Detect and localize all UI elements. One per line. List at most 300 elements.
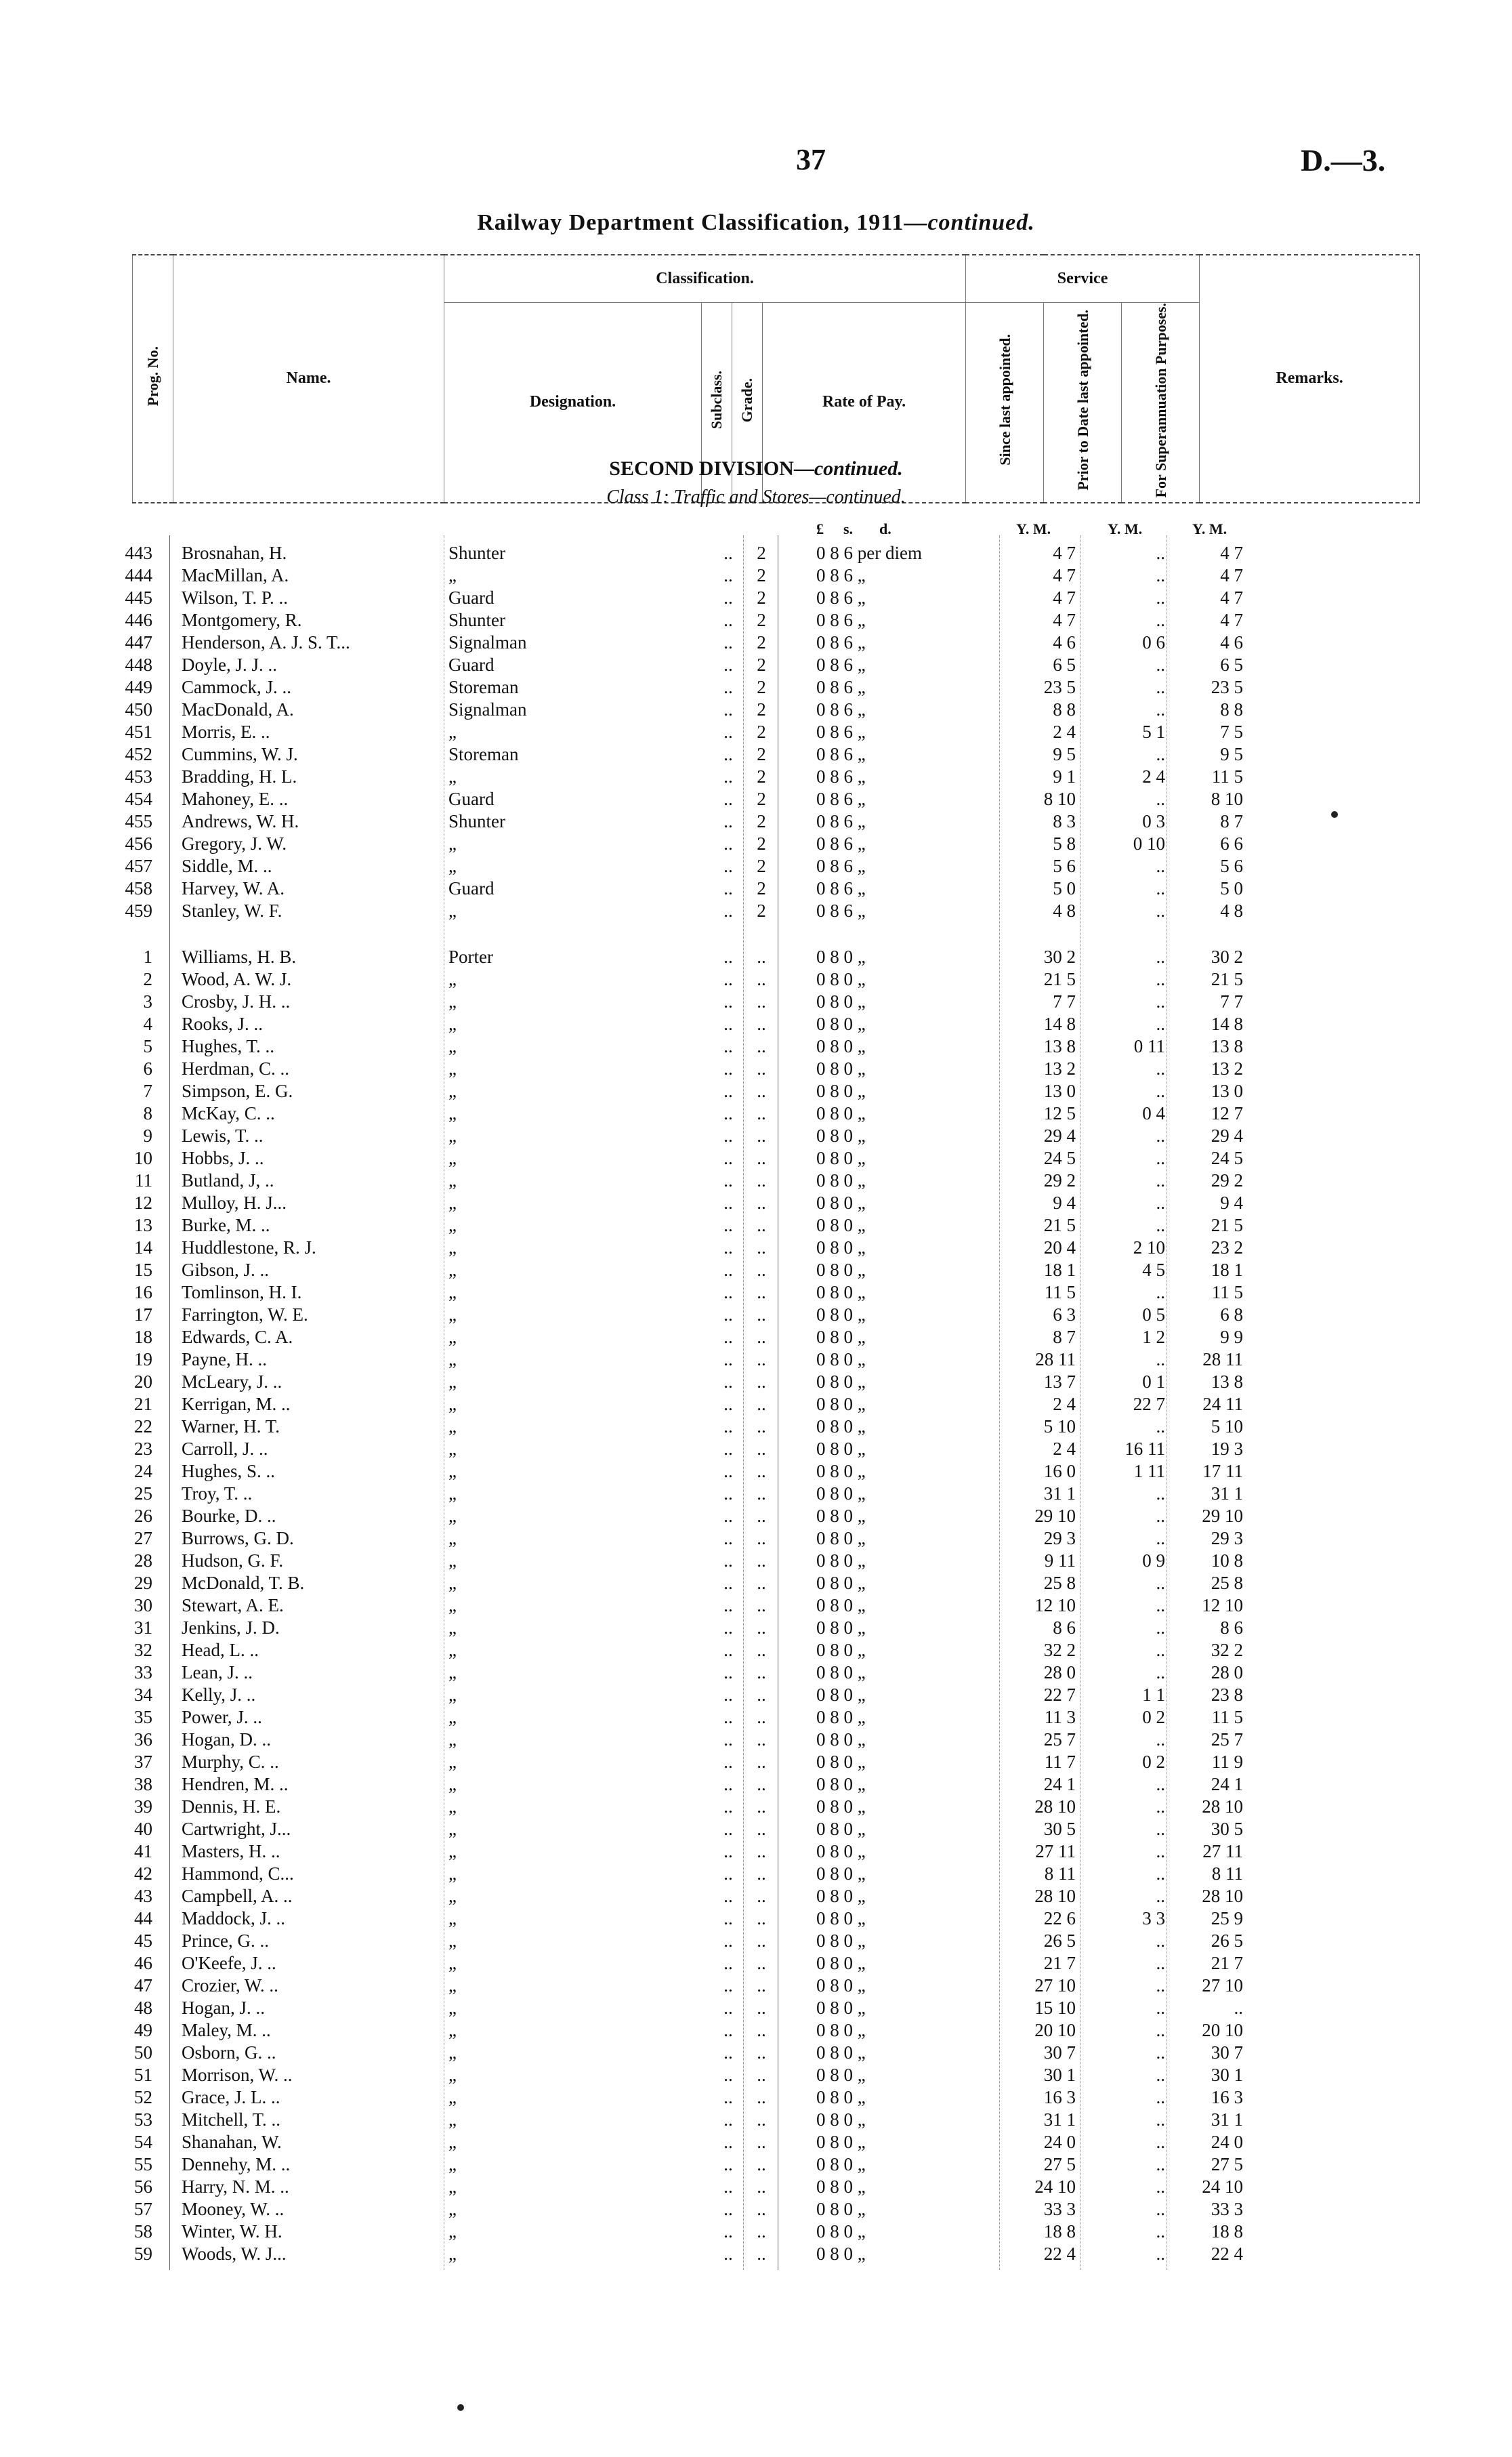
cell-designation: „ [448,856,457,876]
cell-prior-to-date: .. [1156,744,1165,764]
cell-name: Gregory, J. W. [182,833,287,854]
cell-rate-of-pay: 0 8 0 „ [816,2154,866,2174]
table-row [0,2131,1512,2153]
cell-name: Farrington, W. E. [182,1304,308,1325]
cell-prog-no: 448 [125,655,152,675]
cell-superannuation: 28 10 [1202,1886,1243,1906]
cell-prog-no: 33 [134,1662,152,1682]
cell-subclass: .. [723,1595,733,1615]
cell-rate-of-pay: 0 8 0 „ [816,1439,866,1459]
cell-subclass: .. [723,1148,733,1168]
table-row [0,1326,1512,1348]
cell-superannuation: 24 1 [1211,1774,1243,1794]
cell-subclass: .. [723,1908,733,1928]
cell-rate-of-pay: 0 8 6 „ [816,587,866,608]
cell-superannuation: 6 5 [1220,655,1243,675]
cell-designation: „ [448,1416,457,1437]
cell-prog-no: 445 [125,587,152,608]
table-row [0,1013,1512,1035]
cell-rate-of-pay: 0 8 0 „ [816,1237,866,1258]
cell-superannuation: 31 1 [1211,2109,1243,2130]
cell-subclass: .. [723,722,733,742]
cell-since-last: 28 0 [1043,1662,1076,1682]
cell-name: Shanahan, W. [182,2132,282,2152]
table-row [0,632,1512,654]
cell-superannuation: 30 2 [1211,947,1243,967]
cell-prog-no: 49 [134,2020,152,2040]
cell-subclass: .. [723,1640,733,1660]
cell-grade: .. [757,1148,766,1168]
cell-prior-to-date: .. [1156,677,1165,697]
header-service: Service [966,255,1200,302]
cell-grade: .. [757,1014,766,1034]
cell-subclass: .. [723,811,733,831]
cell-since-last: 28 10 [1034,1886,1076,1906]
cell-since-last: 21 5 [1043,1215,1076,1235]
cell-grade: .. [757,1304,766,1325]
cell-prog-no: 54 [134,2132,152,2152]
cell-prior-to-date: .. [1156,1640,1165,1660]
cell-designation: „ [448,1148,457,1168]
cell-prog-no: 23 [134,1439,152,1459]
cell-designation: Guard [448,789,495,809]
cell-since-last: 22 6 [1043,1908,1076,1928]
table-row [0,1147,1512,1170]
cell-superannuation: 12 10 [1202,1595,1243,1615]
table-row [0,1393,1512,1416]
cell-subclass: .. [723,1304,733,1325]
cell-superannuation: 31 1 [1211,1483,1243,1504]
cell-since-last: 24 10 [1034,2176,1076,2197]
cell-name: Lean, J. .. [182,1662,253,1682]
header-prior-to-date: Prior to Date last appointed. [1044,302,1122,503]
cell-designation: „ [448,1193,457,1213]
table-row [0,2221,1512,2243]
cell-designation: „ [448,1260,457,1280]
cell-since-last: 4 8 [1053,901,1076,921]
cell-name: Stanley, W. F. [182,901,282,921]
cell-subclass: .. [723,1394,733,1414]
cell-name: Crosby, J. H. .. [182,991,291,1012]
cell-prog-no: 449 [125,677,152,697]
cell-prog-no: 28 [134,1550,152,1571]
cell-designation: „ [448,722,457,742]
cell-prior-to-date: .. [1156,1528,1165,1548]
cell-prog-no: 444 [125,565,152,585]
cell-grade: .. [757,1081,766,1101]
cell-subclass: .. [723,1170,733,1191]
cell-prog-no: 450 [125,699,152,720]
cell-name: Maley, M. .. [182,2020,271,2040]
cell-prior-to-date: .. [1156,969,1165,989]
cell-rate-of-pay: 0 8 0 „ [816,1416,866,1437]
cell-superannuation: 4 6 [1220,632,1243,653]
cell-superannuation: 24 5 [1211,1148,1243,1168]
cell-prog-no: 22 [134,1416,152,1437]
cell-grade: .. [757,2154,766,2174]
cell-subclass: .. [723,1752,733,1772]
cell-name: Hudson, G. F. [182,1550,284,1571]
cell-name: Harvey, W. A. [182,878,285,899]
cell-rate-of-pay: 0 8 6 „ [816,766,866,787]
cell-designation: „ [448,1237,457,1258]
cell-designation: „ [448,2020,457,2040]
cell-subclass: .. [723,1461,733,1481]
table-row [0,1796,1512,1818]
cell-name: O'Keefe, J. .. [182,1953,276,1973]
cell-rate-of-pay: 0 8 0 „ [816,1685,866,1705]
cell-name: Dennehy, M. .. [182,2154,291,2174]
cell-rate-of-pay: 0 8 0 „ [816,1707,866,1727]
cell-name: Kelly, J. .. [182,1685,256,1705]
cell-grade: .. [757,1170,766,1191]
cell-superannuation: 8 6 [1220,1617,1243,1638]
cell-grade: 2 [757,811,766,831]
cell-prog-no: 25 [134,1483,152,1504]
cell-rate-of-pay: 0 8 0 „ [816,1282,866,1302]
table-row [0,2243,1512,2265]
cell-subclass: .. [723,1371,733,1392]
cell-grade: .. [757,2244,766,2264]
cell-superannuation: 11 5 [1211,766,1243,787]
cell-subclass: .. [723,632,733,653]
cell-grade: .. [757,1349,766,1369]
cell-rate-of-pay: 0 8 0 „ [816,1371,866,1392]
cell-since-last: 4 6 [1053,632,1076,653]
cell-subclass: .. [723,699,733,720]
cell-designation: Guard [448,655,495,675]
cell-grade: .. [757,2020,766,2040]
cell-designation: „ [448,2042,457,2063]
cell-superannuation: 20 10 [1202,2020,1243,2040]
cell-designation: „ [448,1729,457,1750]
table-row [0,1214,1512,1237]
cell-subclass: .. [723,969,733,989]
cell-name: MacMillan, A. [182,565,289,585]
cell-prior-to-date: .. [1156,1215,1165,1235]
cell-superannuation: 8 11 [1211,1863,1243,1884]
cell-subclass: .. [723,991,733,1012]
cell-subclass: .. [723,2020,733,2040]
cell-prog-no: 6 [143,1058,152,1079]
cell-designation: „ [448,1170,457,1191]
cell-designation: „ [448,1058,457,1079]
cell-grade: 2 [757,587,766,608]
cell-rate-of-pay: 0 8 0 „ [816,2020,866,2040]
cell-grade: 2 [757,833,766,854]
cell-prog-no: 453 [125,766,152,787]
table-row [0,1639,1512,1661]
header-remarks: Remarks. [1200,255,1420,503]
cell-rate-of-pay: 0 8 0 „ [816,1550,866,1571]
cell-name: Masters, H. .. [182,1841,280,1861]
cell-prog-no: 459 [125,901,152,921]
cell-rate-of-pay: 0 8 0 „ [816,1863,866,1884]
cell-superannuation: 11 5 [1211,1707,1243,1727]
cell-prior-to-date: .. [1156,1863,1165,1884]
table-row [0,1706,1512,1729]
cell-prior-to-date: 0 11 [1133,1036,1165,1056]
cell-since-last: 31 1 [1043,1483,1076,1504]
cell-superannuation: 5 0 [1220,878,1243,899]
cell-rate-of-pay: 0 8 0 „ [816,969,866,989]
cell-prog-no: 456 [125,833,152,854]
table-row [0,699,1512,721]
cell-prog-no: 10 [134,1148,152,1168]
cell-grade: .. [757,991,766,1012]
cell-subclass: .. [723,1863,733,1884]
cell-superannuation: 21 5 [1211,969,1243,989]
table-row [0,1840,1512,1863]
cell-since-last: 5 8 [1053,833,1076,854]
cell-superannuation: 5 10 [1211,1416,1243,1437]
cell-since-last: 2 4 [1053,1394,1076,1414]
cell-since-last: 26 5 [1043,1930,1076,1951]
cell-name: Hobbs, J. .. [182,1148,264,1168]
table-row [0,1997,1512,2019]
cell-since-last: 16 0 [1043,1461,1076,1481]
cell-rate-of-pay: 0 8 0 „ [816,1573,866,1593]
cell-since-last: 6 3 [1053,1304,1076,1325]
cell-designation: Signalman [448,632,527,653]
cell-rate-of-pay: 0 8 6 „ [816,789,866,809]
cell-designation: „ [448,1327,457,1347]
cell-designation: „ [448,1640,457,1660]
cell-grade: .. [757,1237,766,1258]
cell-grade: .. [757,1461,766,1481]
cell-prog-no: 9 [143,1126,152,1146]
cell-prior-to-date: 0 10 [1133,833,1165,854]
cell-superannuation: 7 7 [1220,991,1243,1012]
cell-subclass: .. [723,2042,733,2063]
cell-prior-to-date: .. [1156,1617,1165,1638]
cell-rate-of-pay: 0 8 0 „ [816,1796,866,1817]
cell-subclass: .. [723,744,733,764]
cell-grade: .. [757,1327,766,1347]
cell-prog-no: 32 [134,1640,152,1660]
cell-grade: 2 [757,722,766,742]
table-row [0,1952,1512,1975]
cell-subclass: .. [723,1617,733,1638]
cell-name: Williams, H. B. [182,947,297,967]
table-row [0,1304,1512,1326]
cell-name: Mulloy, H. J... [182,1193,287,1213]
table-row [0,2064,1512,2086]
cell-subclass: .. [723,833,733,854]
cell-superannuation: 27 5 [1211,2154,1243,2174]
cell-rate-of-pay: 0 8 0 „ [816,1483,866,1504]
cell-superannuation: 18 8 [1211,2221,1243,2242]
table-row [0,721,1512,743]
cell-prior-to-date: 1 2 [1142,1327,1165,1347]
cell-designation: „ [448,1349,457,1369]
cell-prior-to-date: 0 9 [1142,1550,1165,1571]
cell-superannuation: 23 8 [1211,1685,1243,1705]
cell-rate-of-pay: 0 8 0 „ [816,1215,866,1235]
table-row [0,587,1512,609]
cell-name: Harry, N. M. .. [182,2176,289,2197]
cell-grade: .. [757,1975,766,1996]
cell-since-last: 2 4 [1053,1439,1076,1459]
cell-prior-to-date: 4 5 [1142,1260,1165,1280]
page-title [0,210,1512,236]
table-row [0,1729,1512,1751]
cell-since-last: 11 5 [1044,1282,1076,1302]
cell-since-last: 24 1 [1043,1774,1076,1794]
cell-prior-to-date: .. [1156,1953,1165,1973]
cell-name: Tomlinson, H. I. [182,1282,302,1302]
cell-subclass: .. [723,543,733,563]
cell-grade: 2 [757,744,766,764]
cell-designation: „ [448,1998,457,2018]
cell-superannuation: 13 0 [1211,1081,1243,1101]
cell-prior-to-date: .. [1156,1506,1165,1526]
cell-designation: Storeman [448,744,519,764]
cell-subclass: .. [723,2176,733,2197]
cell-since-last: 18 1 [1043,1260,1076,1280]
cell-since-last: 29 2 [1043,1170,1076,1191]
cell-prior-to-date: .. [1156,1282,1165,1302]
cell-designation: „ [448,991,457,1012]
cell-since-last: 5 0 [1053,878,1076,899]
cell-designation: „ [448,1662,457,1682]
table-row [0,1348,1512,1371]
cell-rate-of-pay: 0 8 0 „ [816,2132,866,2152]
cell-subclass: .. [723,1193,733,1213]
cell-subclass: .. [723,1930,733,1951]
cell-superannuation: 4 7 [1220,610,1243,630]
cell-subclass: .. [723,677,733,697]
cell-name: Hogan, J. .. [182,1998,265,2018]
cell-subclass: .. [723,1327,733,1347]
cell-superannuation: 30 1 [1211,2065,1243,2085]
cell-since-last: 27 11 [1035,1841,1076,1861]
table-row [0,1572,1512,1594]
table-row [0,2019,1512,2042]
cell-prior-to-date: .. [1156,947,1165,967]
table-row [0,676,1512,699]
cell-since-last: 32 2 [1043,1640,1076,1660]
table-row [0,810,1512,833]
cell-rate-of-pay: 0 8 0 „ [816,1930,866,1951]
cell-since-last: 8 10 [1043,789,1076,809]
table-row [0,1930,1512,1952]
header-prog-no: Prog. No. [133,255,173,503]
cell-superannuation: 16 3 [1211,2087,1243,2107]
cell-superannuation: 12 7 [1211,1103,1243,1123]
cell-superannuation: 27 11 [1202,1841,1243,1861]
cell-superannuation: 24 0 [1211,2132,1243,2152]
cell-prior-to-date: .. [1156,565,1165,585]
table-row [0,1483,1512,1505]
unit-super: Y. M. [1192,520,1227,537]
cell-rate-of-pay: 0 8 0 „ [816,1349,866,1369]
cell-since-last: 13 0 [1043,1081,1076,1101]
cell-prior-to-date: .. [1156,1975,1165,1996]
cell-rate-of-pay: 0 8 0 „ [816,1058,866,1079]
cell-prog-no: 15 [134,1260,152,1280]
cell-superannuation: 30 5 [1211,1819,1243,1839]
cell-superannuation: 30 7 [1211,2042,1243,2063]
cell-rate-of-pay: 0 8 0 „ [816,1998,866,2018]
cell-designation: „ [448,1483,457,1504]
cell-superannuation: 23 5 [1211,677,1243,697]
cell-subclass: .. [723,1998,733,2018]
cell-subclass: .. [723,947,733,967]
cell-prior-to-date: .. [1156,1416,1165,1437]
cell-since-last: 24 5 [1043,1148,1076,1168]
cell-prior-to-date: .. [1156,878,1165,899]
cell-designation: „ [448,2176,457,2197]
cell-since-last: 16 3 [1043,2087,1076,2107]
header-subclass: Subclass. [702,302,732,503]
cell-prog-no: 35 [134,1707,152,1727]
cell-prog-no: 41 [134,1841,152,1861]
table-row [0,1125,1512,1147]
cell-name: Head, L. .. [182,1640,259,1660]
cell-grade: .. [757,2199,766,2219]
cell-superannuation: 8 8 [1220,699,1243,720]
cell-superannuation: 28 11 [1202,1349,1243,1369]
cell-since-last: 7 7 [1053,991,1076,1012]
cell-name: Morris, E. .. [182,722,270,742]
cell-superannuation: 21 7 [1211,1953,1243,1973]
cell-grade: .. [757,1930,766,1951]
cell-superannuation: 5 6 [1220,856,1243,876]
cell-designation: „ [448,2065,457,2085]
cell-prog-no: 26 [134,1506,152,1526]
cell-subclass: .. [723,1126,733,1146]
cell-superannuation: 9 5 [1220,744,1243,764]
cell-name: Montgomery, R. [182,610,302,630]
cell-since-last: 4 7 [1053,543,1076,563]
cell-prog-no: 11 [135,1170,152,1191]
cell-prog-no: 3 [143,991,152,1012]
cell-designation: „ [448,1752,457,1772]
cell-name: Wilson, T. P. .. [182,587,288,608]
cell-since-last: 9 4 [1053,1193,1076,1213]
table-row [0,1371,1512,1393]
cell-name: Hughes, S. .. [182,1461,276,1481]
cell-prior-to-date: 2 4 [1142,766,1165,787]
cell-prior-to-date: .. [1156,1998,1165,2018]
cell-prior-to-date: .. [1156,1014,1165,1034]
cell-designation: „ [448,2199,457,2219]
cell-name: Cummins, W. J. [182,744,298,764]
cell-prior-to-date: .. [1156,610,1165,630]
table-row [0,1058,1512,1080]
cell-since-last: 4 7 [1053,610,1076,630]
cell-since-last: 6 5 [1053,655,1076,675]
cell-prior-to-date: .. [1156,2176,1165,2197]
table-row [0,878,1512,900]
cell-subclass: .. [723,1550,733,1571]
cell-prior-to-date: .. [1156,1662,1165,1682]
cell-designation: Signalman [448,699,527,720]
cell-grade: .. [757,1573,766,1593]
cell-rate-of-pay: 0 8 0 „ [816,1126,866,1146]
cell-superannuation: 10 8 [1211,1550,1243,1571]
cell-subclass: .. [723,1886,733,1906]
cell-name: Payne, H. .. [182,1349,267,1369]
cell-rate-of-pay: 0 8 0 „ [816,1595,866,1615]
cell-name: Gibson, J. .. [182,1260,270,1280]
cell-grade: .. [757,1617,766,1638]
cell-name: Mooney, W. .. [182,2199,285,2219]
cell-since-last: 22 7 [1043,1685,1076,1705]
cell-designation: „ [448,2109,457,2130]
cell-subclass: .. [723,1416,733,1437]
